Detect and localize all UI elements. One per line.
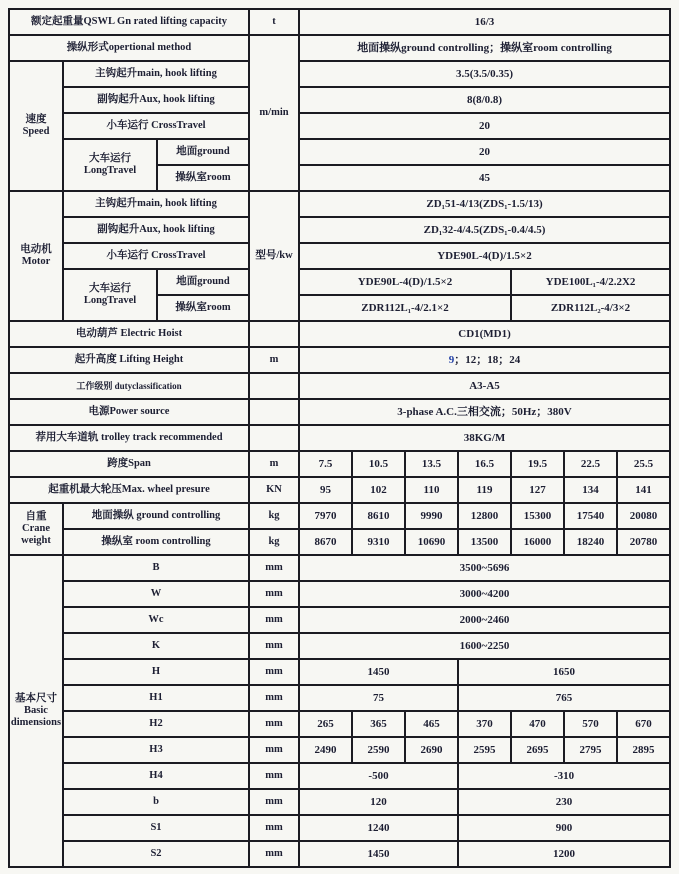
row-max-wheel-pressure [9,477,670,503]
row-speed-cross-travel [9,113,670,139]
dim-K-value: 1600~2250 [299,633,670,659]
row-motor-aux-hook [9,217,670,243]
dim-unit-cell: mm [249,815,299,841]
row-motor-cross-travel [9,243,670,269]
hoist-unit-empty [249,321,299,347]
row-dim-H1 [9,685,670,711]
wheel-value-cell: 141 [617,477,670,503]
dim-unit-cell: mm [249,659,299,685]
wheel-label: 起重机最大轮压Max. wheel presure [9,477,249,503]
dim-H1-label: H1 [63,685,249,711]
track-unit-empty [249,425,299,451]
wheel-value-cell: 102 [352,477,405,503]
row-dim-H [9,659,670,685]
dim-unit-cell: mm [249,737,299,763]
row-dim-K [9,633,670,659]
dim-H2-value-cell: 470 [511,711,564,737]
lifting-height-label: 起升高度 Lifting Height [9,347,249,373]
dim-b-value-right: 230 [458,789,670,815]
speed-group-zh: 速度 [25,114,47,126]
weight-ground-value-cell: 15300 [511,503,564,529]
weight-group-en2: weight [21,534,51,546]
weight-room-value-cell: 10690 [405,529,458,555]
dim-H2-value-cell: 570 [564,711,617,737]
row-power-source [9,399,670,425]
dims-group-cell [9,555,63,867]
speed-long-travel-label [63,139,157,191]
dim-unit-cell: mm [249,607,299,633]
weight-ground-value-cell: 8610 [352,503,405,529]
duty-label: 工作级别 dutyclassification [9,373,249,399]
span-value-cell: 10.5 [352,451,405,477]
dim-H-label: H [63,659,249,685]
weight-group-en1: Crane [22,523,50,535]
row-dim-W [9,581,670,607]
span-value-cell: 22.5 [564,451,617,477]
row-motor-long-travel-ground [9,269,670,295]
dim-S2-value-left: 1450 [299,841,458,867]
row-dim-b [9,789,670,815]
row-span [9,451,670,477]
dim-W-value: 3000~4200 [299,581,670,607]
motor-room-label: 操纵室room [157,295,249,321]
wheel-value-cell: 134 [564,477,617,503]
dim-H3-value-cell: 2795 [564,737,617,763]
dim-H4-value-right: -310 [458,763,670,789]
dim-H2-value-cell: 670 [617,711,670,737]
dim-H3-value-cell: 2895 [617,737,670,763]
dim-unit-cell: mm [249,581,299,607]
lifting-height-value-rest: ；12；18；24 [454,353,521,366]
dim-S1-value-left: 1240 [299,815,458,841]
motor-long-travel-label [63,269,157,321]
speed-unit-cell: m/min [249,35,299,191]
wheel-value-cell: 110 [405,477,458,503]
dim-H3-value-cell: 2590 [352,737,405,763]
row-dim-Wc [9,607,670,633]
motor-long-travel-en: LongTravel [83,295,137,306]
dim-H2-value-cell: 365 [352,711,405,737]
dim-K-label: K [63,633,249,659]
rated-capacity-value: 16/3 [299,9,670,35]
lifting-height-value-first: 9 [448,353,455,366]
row-speed-long-travel-ground [9,139,670,165]
weight-room-value-cell: 13500 [458,529,511,555]
weight-room-unit: kg [249,529,299,555]
dim-Wc-value: 2000~2460 [299,607,670,633]
dim-S2-label: S2 [63,841,249,867]
dim-unit-cell: mm [249,555,299,581]
row-operational-method [9,35,670,61]
dim-H3-value-cell: 2690 [405,737,458,763]
span-value-cell: 19.5 [511,451,564,477]
speed-room-value: 45 [299,165,670,191]
dim-W-label: W [63,581,249,607]
motor-main-label: 主钩起升main, hook lifting [63,191,249,217]
lifting-height-value [299,347,670,373]
rated-capacity-label: 额定起重量QSWL Gn rated lifting capacity [9,9,249,35]
motor-room-value-right: ZDR112L₂-4/3×2 [511,295,670,321]
row-lifting-height [9,347,670,373]
hoist-label: 电动葫芦 Electric Hoist [9,321,249,347]
dims-group-en2: dimensions [10,716,62,728]
speed-long-travel-en: LongTravel [83,165,137,176]
dim-B-value: 3500~5696 [299,555,670,581]
speed-room-label: 操纵室room [157,165,249,191]
motor-long-travel-zh: 大车运行 [89,283,131,295]
dim-H2-value-cell: 370 [458,711,511,737]
power-value: 3-phase A.C.三相交流；50Hz；380V [299,399,670,425]
weight-room-value-cell: 9310 [352,529,405,555]
row-dim-H2 [9,711,670,737]
lifting-height-unit: m [249,347,299,373]
weight-room-value-cell: 20780 [617,529,670,555]
hoist-value: CD1(MD1) [299,321,670,347]
speed-ground-label: 地面ground [157,139,249,165]
dim-b-value-left: 120 [299,789,458,815]
dim-unit-cell: mm [249,685,299,711]
span-label: 跨度Span [9,451,249,477]
method-label: 操纵形式opertional method [9,35,249,61]
crane-spec-table [8,8,671,868]
weight-ground-value-cell: 9990 [405,503,458,529]
row-speed-aux-hook [9,87,670,113]
motor-group-cell [9,191,63,321]
span-unit: m [249,451,299,477]
row-duty-classification [9,373,670,399]
weight-room-value-cell: 18240 [564,529,617,555]
dim-unit-cell: mm [249,763,299,789]
dim-unit-cell: mm [249,711,299,737]
motor-ground-label: 地面ground [157,269,249,295]
dim-H4-label: H4 [63,763,249,789]
weight-ground-unit: kg [249,503,299,529]
dim-H1-value-right: 765 [458,685,670,711]
dim-unit-cell: mm [249,633,299,659]
dims-group-zh: 基本尺寸 [15,693,57,705]
row-rated-capacity [9,9,670,35]
dim-H-value-right: 1650 [458,659,670,685]
dim-H-value-left: 1450 [299,659,458,685]
row-electric-hoist [9,321,670,347]
dims-group-en1: Basic [24,705,48,717]
wheel-value-cell: 119 [458,477,511,503]
duty-unit-empty [249,373,299,399]
span-value-cell: 7.5 [299,451,352,477]
weight-group-cell [9,503,63,555]
motor-cross-value: YDE90L-4(D)/1.5×2 [299,243,670,269]
weight-room-value-cell: 16000 [511,529,564,555]
speed-group-en: Speed [22,126,50,137]
weight-ground-label: 地面操纵 ground controlling [63,503,249,529]
dim-H3-label: H3 [63,737,249,763]
dim-H2-value-cell: 265 [299,711,352,737]
dim-S1-label: S1 [63,815,249,841]
speed-aux-label: 副钩起升Aux, hook lifting [63,87,249,113]
row-weight-ground [9,503,670,529]
dim-S2-value-right: 1200 [458,841,670,867]
wheel-value-cell: 127 [511,477,564,503]
duty-value: A3-A5 [299,373,670,399]
motor-unit-cell: 型号/kw [249,191,299,321]
dim-Wc-label: Wc [63,607,249,633]
dim-H2-label: H2 [63,711,249,737]
speed-group-cell [9,61,63,191]
span-value-cell: 16.5 [458,451,511,477]
method-value: 地面操纵ground controlling；操纵室room controlling [299,35,670,61]
dim-H3-value-cell: 2490 [299,737,352,763]
power-unit-empty [249,399,299,425]
row-weight-room [9,529,670,555]
weight-room-value-cell: 8670 [299,529,352,555]
dim-unit-cell: mm [249,789,299,815]
speed-cross-label: 小车运行 CrossTravel [63,113,249,139]
row-dim-B [9,555,670,581]
row-speed-main-hook [9,61,670,87]
speed-main-value: 3.5(3.5/0.35) [299,61,670,87]
weight-room-label: 操纵室 room controlling [63,529,249,555]
span-value-cell: 25.5 [617,451,670,477]
speed-cross-value: 20 [299,113,670,139]
power-label: 电源Power source [9,399,249,425]
speed-ground-value: 20 [299,139,670,165]
dim-H3-value-cell: 2595 [458,737,511,763]
motor-aux-value: ZD₁32-4/4.5(ZDS₁-0.4/4.5) [299,217,670,243]
motor-aux-label: 副钩起升Aux, hook lifting [63,217,249,243]
dim-H4-value-left: -500 [299,763,458,789]
weight-ground-value-cell: 17540 [564,503,617,529]
weight-group-zh: 自重 [25,511,47,523]
rated-capacity-unit: t [249,9,299,35]
motor-group-zh: 电动机 [20,244,52,256]
wheel-unit: KN [249,477,299,503]
row-dim-S2 [9,841,670,867]
speed-main-label: 主钩起升main, hook lifting [63,61,249,87]
dim-H1-value-left: 75 [299,685,458,711]
row-motor-main-hook [9,191,670,217]
motor-room-value-left: ZDR112L₁-4/2.1×2 [299,295,511,321]
track-label: 荐用大车道轨 trolley track recommended [9,425,249,451]
dim-S1-value-right: 900 [458,815,670,841]
motor-main-value: ZD₁51-4/13(ZDS₁-1.5/13) [299,191,670,217]
speed-aux-value: 8(8/0.8) [299,87,670,113]
weight-ground-value-cell: 20080 [617,503,670,529]
weight-ground-value-cell: 7970 [299,503,352,529]
weight-ground-value-cell: 12800 [458,503,511,529]
motor-cross-label: 小车运行 CrossTravel [63,243,249,269]
row-dim-S1 [9,815,670,841]
motor-group-en: Motor [21,256,51,267]
span-value-cell: 13.5 [405,451,458,477]
track-value: 38KG/M [299,425,670,451]
motor-ground-value-left: YDE90L-4(D)/1.5×2 [299,269,511,295]
dim-H3-value-cell: 2695 [511,737,564,763]
row-dim-H3 [9,737,670,763]
dim-b-label: b [63,789,249,815]
dim-unit-cell: mm [249,841,299,867]
dim-H2-value-cell: 465 [405,711,458,737]
dim-B-label: B [63,555,249,581]
row-trolley-track [9,425,670,451]
row-dim-H4 [9,763,670,789]
speed-long-travel-zh: 大车运行 [89,153,131,165]
wheel-value-cell: 95 [299,477,352,503]
motor-ground-value-right: YDE100L₁-4/2.2X2 [511,269,670,295]
